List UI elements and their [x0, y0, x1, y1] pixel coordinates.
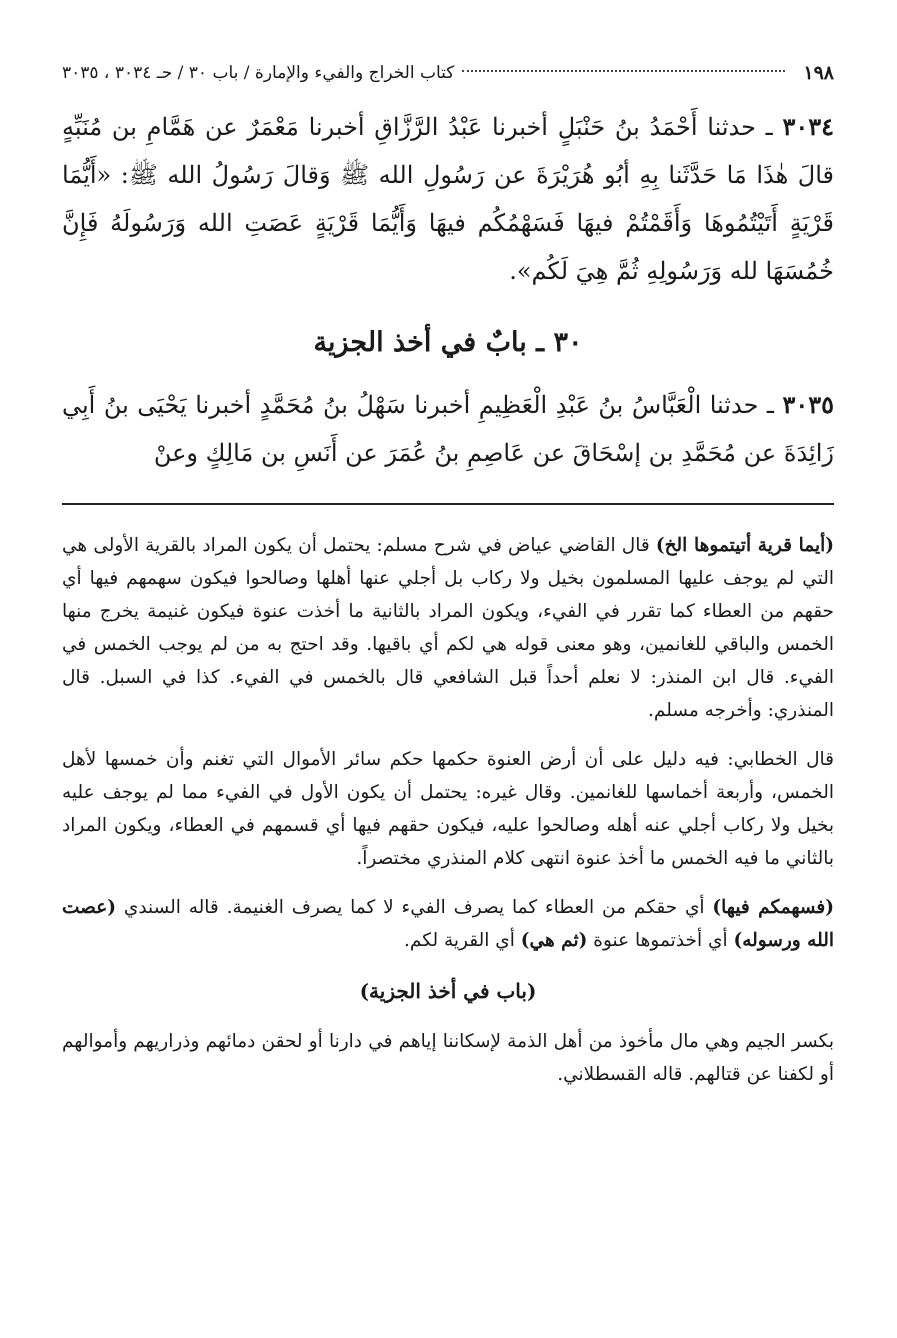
commentary-paragraph [62, 891, 834, 957]
lemma: (ثم هي) [520, 930, 588, 951]
lemma: (أيما قرية أتيتموها الخ) [655, 535, 834, 556]
chapter-title: ٣٠ ـ بابٌ في أخذ الجزية [313, 327, 583, 358]
lemma: (فسهمكم فيها) [712, 897, 834, 918]
hadith-3034 [62, 103, 834, 295]
hadith-3035 [62, 381, 834, 477]
commentary-text: أي حقكم من العطاء كما يصرف الفيء لا كما يصرف الغنيمة. قاله السندي [123, 897, 705, 918]
commentary-text: قال الخطابي: فيه دليل على أن أرض العنوة حكمها حكم سائر الأموال التي تغنم وأن خمسها لأهل الخمس، وأربعة أخماسها للغانمين. وقال غيره: يحتمل أن يكون الأول في الفيء مما لم يوجف عليه بخيل ولا ركاب أجلي عنه أهله وصالحوا عليه، فيكون حقهم فيها أي قسمهم في العطاء، ويكون المراد بالثاني ما فيه الخمس ما أخذ عنوة انتهى كلام المنذري مختصراً. [62, 749, 834, 869]
page-number: ١٩٨ [803, 62, 834, 84]
hadith-number: ٣٠٣٤ [782, 112, 834, 141]
lemma: (عصت الله ورسوله) [62, 897, 834, 951]
running-title: كتاب الخراج والفيء والإمارة / باب ٣٠ / حـ ٣٠٣٤ ، ٣٠٣٥ [62, 63, 455, 83]
footnote-separator [62, 503, 834, 505]
hadith-text: ـ حدثنا الْعَبَّاسُ بنُ عَبْدِ الْعَظِيمِ أخبرنا سَهْلُ بنُ مُحَمَّدٍ أخبرنا يَحْيَى بنُ أَبِي زَائِدَةَ عن مُحَمَّدِ بن إسْحَاقَ عن عَاصِمِ بنُ عُمَرَ عن أَنَسِ بن مَالِكٍ وعنْ [62, 391, 834, 467]
hadith-text: ـ حدثنا أَحْمَدُ بنُ حَنْبَلٍ أخبرنا عَبْدُ الرَّزَّاقِ أخبرنا مَعْمَرٌ عن هَمَّامِ بن مُنَبِّهٍ قالَ هٰذَا مَا حَدَّثَنا بِهِ أبُو هُرَيْرَةَ عن رَسُولِ الله ﷺ وَقالَ رَسُولُ الله ﷺ: «أَيُّمَا قَرْيَةٍ أَتَيْتُمُوهَا وَأَقَمْتُمْ فيهَا فَسَهْمُكُم فيهَا وَأَيُّمَا قَرْيَةٍ عَصَتِ الله وَرَسُولَهُ فَإِنَّ خُمُسَهَا لله وَرَسُولِهِ ثُمَّ هِيَ لَكُم». [62, 113, 834, 285]
commentary [62, 529, 834, 1091]
commentary-paragraph [62, 743, 834, 875]
commentary-text: بكسر الجيم وهي مال مأخوذ من أهل الذمة لإسكاننا إياهم في دارنا أو لحقن دمائهم وذراريهم وأموالهم أو لكفنا عن قتالهم. قاله القسطلاني. [62, 1031, 834, 1085]
header-dot-leader [462, 69, 785, 72]
book-page [62, 55, 834, 1107]
commentary-text: أي القرية لكم. [404, 930, 515, 951]
commentary-text: قال القاضي عياض في شرح مسلم: يحتمل أن يكون المراد بالقرية الأولى هي التي لم يوجف عليها المسلمون بخيل ولا ركاب بل أجلي عنها أهلها وصالحوا فيكون سهمهم فيها أي حقهم من العطاء كما تقرر في الفيء، ويكون المراد بالثانية ما أخذت عنوة فيكون غنيمة يخرج منها الخمس والباقي للغانمين، وهو معنى قوله هي لكم أي باقيها. وقد احتج به من لم يوجب الخمس في الفيء. قال ابن المنذر: لا نعلم أحداً قبل الشافعي قال بالخمس في الفيء. كذا في السبل. قال المنذري: وأخرجه مسلم. [62, 535, 834, 721]
commentary-paragraph [62, 1025, 834, 1091]
commentary-paragraph [62, 529, 834, 727]
commentary-text: أي أخذتموها عنوة [593, 930, 728, 951]
commentary-subheading: (باب في أخذ الجزية) [359, 979, 537, 1003]
running-header [62, 55, 834, 91]
hadith-number: ٣٠٣٥ [782, 390, 834, 419]
